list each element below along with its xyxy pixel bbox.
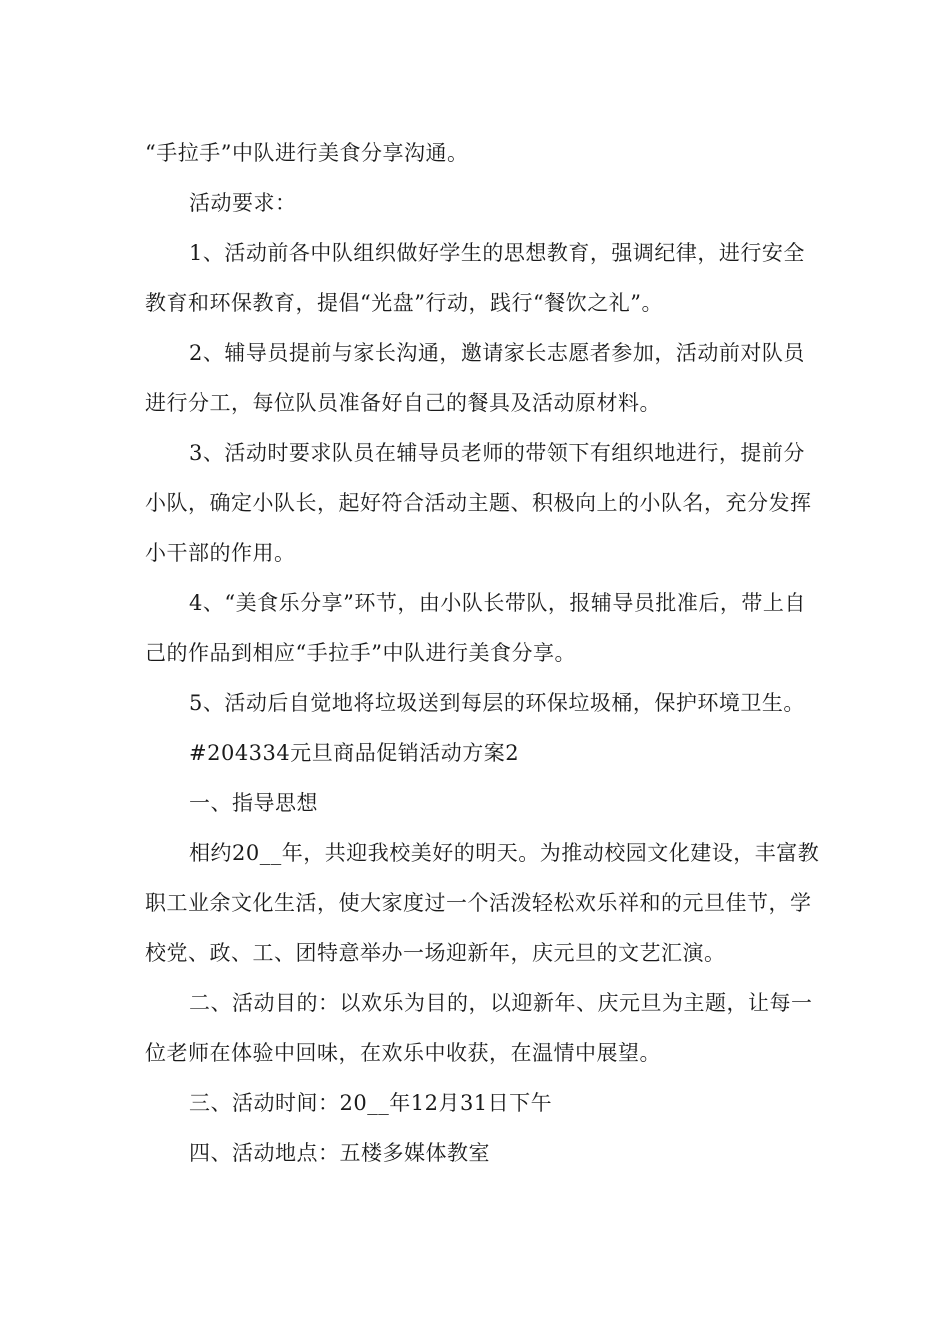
paragraph-10: 相约20__年，共迎我校美好的明天。为推动校园文化建设，丰富教职工业余文化生活，使大家度过一个活泼轻松欢乐祥和的元旦佳节，学校党、政、工、团特意举办一场迎新年，庆元旦的文艺汇演。 [145, 841, 820, 965]
paragraph-2: 活动要求： [189, 191, 297, 215]
paragraph-1: “手拉手”中队进行美食分享沟通。 [145, 141, 469, 165]
paragraph-7: 5、活动后自觉地将垃圾送到每层的环保垃圾桶，保护环境卫生。 [189, 691, 805, 715]
document-body [145, 128, 825, 1178]
paragraph-5: 3、活动时要求队员在辅导员老师的带领下有组织地进行，提前分小队，确定小队长，起好符合活动主题、积极向上的小队名，充分发挥小干部的作用。 [145, 441, 812, 565]
section-heading-guiding-thought: 一、指导思想 [189, 791, 318, 815]
paragraph-12: 三、活动时间：20__年12月31日下午 [189, 1091, 553, 1115]
section-heading-plan-2: #204334元旦商品促销活动方案2 [189, 741, 520, 765]
paragraph-3: 1、活动前各中队组织做好学生的思想教育，强调纪律，进行安全教育和环保教育，提倡“光盘”行动，践行“餐饮之礼”。 [145, 241, 805, 315]
paragraph-4: 2、辅导员提前与家长沟通，邀请家长志愿者参加，活动前对队员进行分工，每位队员准备好自己的餐具及活动原材料。 [145, 341, 805, 415]
paragraph-13: 四、活动地点：五楼多媒体教室 [189, 1141, 490, 1165]
paragraph-6: 4、“美食乐分享”环节，由小队长带队，报辅导员批准后，带上自己的作品到相应“手拉手”中队进行美食分享。 [145, 591, 806, 665]
paragraph-11: 二、活动目的：以欢乐为目的，以迎新年、庆元旦为主题，让每一位老师在体验中回味，在欢乐中收获，在温情中展望。 [145, 991, 813, 1065]
